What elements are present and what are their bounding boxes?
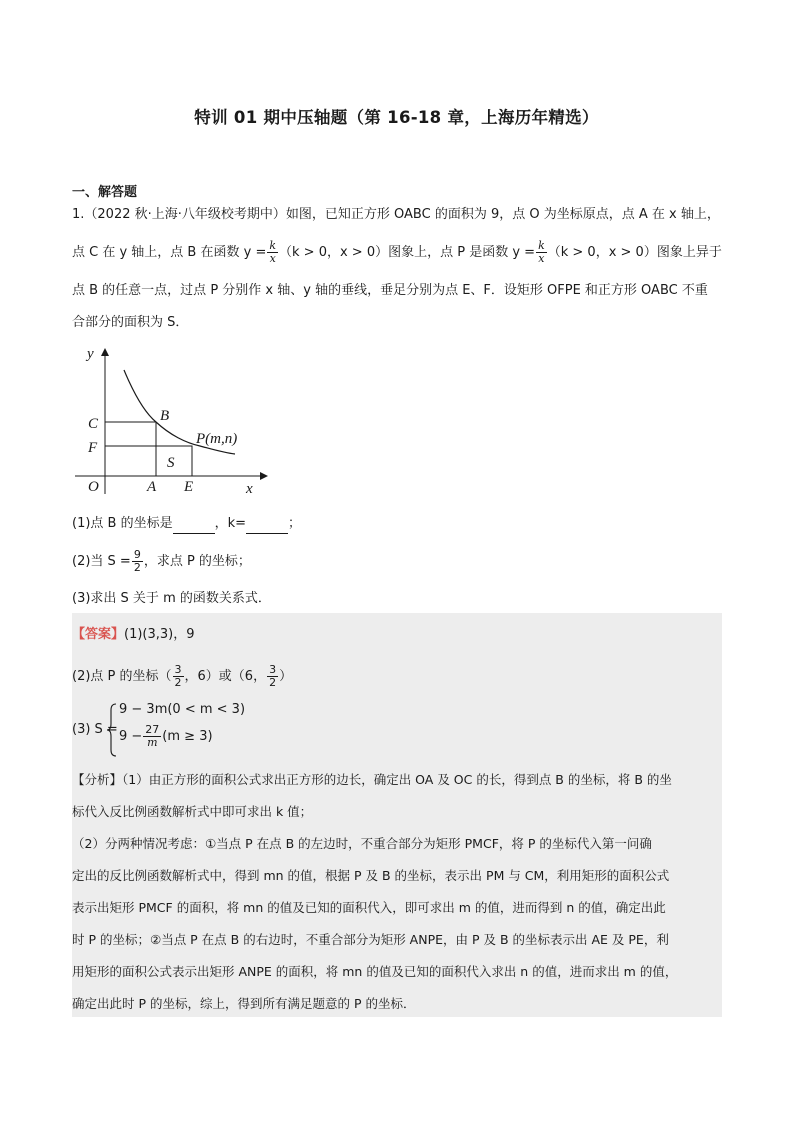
- fraction-numerator: 9: [133, 548, 141, 561]
- fraction-numerator: k: [269, 239, 277, 252]
- fraction-denominator: x: [269, 252, 276, 265]
- fraction-numerator: 27: [145, 723, 160, 736]
- label-x: x: [246, 481, 253, 497]
- answer-2-text-b: ，6）或（6，: [184, 669, 267, 684]
- question-1-text-b: ，k=: [214, 516, 247, 531]
- fraction-denominator: 2: [269, 676, 277, 689]
- fraction-numerator: k: [538, 239, 545, 252]
- case-2-text-a: 9 −: [119, 729, 143, 744]
- problem-line-2-part-b: （k > 0，x > 0）图象上，点 P 是函数 y =: [279, 245, 536, 260]
- piecewise-brace: [106, 702, 118, 758]
- label-F: F: [88, 440, 98, 456]
- y-axis-arrow: [101, 348, 109, 356]
- question-2: [72, 549, 251, 574]
- question-2-text-a: (2)当 S =: [72, 554, 131, 569]
- piecewise-case-1: 9 − 3m(0 < m < 3): [119, 702, 246, 717]
- rectangle-ofpe: [105, 446, 192, 476]
- fraction-numerator: 3: [174, 663, 182, 676]
- answer-2-text-a: (2)点 P 的坐标（: [72, 669, 172, 684]
- answer-1: (1)(3,3)，9: [124, 627, 195, 642]
- answer-line-1: [72, 625, 195, 645]
- answer-2-text-c: ）: [279, 669, 293, 684]
- analysis-line-5: 表示出矩形 PMCF 的面积，将 mn 的值及已知的面积代入，即可求出 m 的值，进而得到 n 的值，确定出此: [72, 900, 666, 915]
- analysis-line-6: 时 P 的坐标；②当点 P 在点 B 的右边时，不重合部分为矩形 ANPE，由 P 及 B 的坐标表示出 AE 及 PE，利: [72, 932, 669, 947]
- answer-blank-1[interactable]: [173, 519, 215, 534]
- problem-line-2: [72, 240, 722, 265]
- analysis-line-4: 定出的反比例函数解析式中，得到 mn 的值，根据 P 及 B 的坐标，表示出 PM 与 CM，利用矩形的面积公式: [72, 868, 670, 883]
- answer-tag: 【答案】: [72, 627, 125, 642]
- label-S: S: [167, 455, 175, 471]
- fraction-k-over-x-2: [536, 240, 547, 265]
- label-C: C: [88, 416, 99, 432]
- analysis-line-1: 【分析】（1）由正方形的面积公式求出正方形的边长，确定出 OA 及 OC 的长，得到点 B 的坐标，将 B 的坐: [72, 772, 672, 787]
- fraction-denominator: 2: [133, 561, 141, 574]
- piecewise-case-2: [119, 724, 213, 749]
- analysis-line-8: 确定出此时 P 的坐标，综上，得到所有满足题意的 P 的坐标．: [72, 996, 416, 1011]
- answer-3-prefix: (3) S =: [72, 722, 118, 737]
- case-2-text-b: (m ≥ 3): [162, 729, 213, 744]
- label-O: O: [88, 479, 99, 495]
- coordinate-graph: [70, 342, 270, 502]
- fraction-denominator: x: [538, 252, 545, 265]
- fraction-denominator: m: [147, 736, 158, 749]
- fraction-27-over-m: [143, 724, 161, 749]
- fraction-numerator: 3: [269, 663, 277, 676]
- question-1-text-a: (1)点 B 的坐标是: [72, 516, 173, 531]
- question-1: [72, 514, 301, 534]
- fraction-9-over-2: [132, 549, 143, 574]
- label-P: P(m,n): [196, 431, 238, 447]
- x-axis-arrow: [260, 472, 268, 480]
- square-oabc: [105, 422, 156, 476]
- problem-line-1: 1.（2022 秋·上海·八年级校考期中）如图，已知正方形 OABC 的面积为 9，点 O 为坐标原点，点 A 在 x 轴上，: [72, 207, 720, 222]
- label-A: A: [147, 479, 157, 495]
- problem-line-2-part-a: 点 C 在 y 轴上，点 B 在函数 y =: [72, 245, 267, 260]
- section-heading: 一、解答题: [72, 185, 138, 200]
- analysis-line-3: （2）分两种情况考虑：①当点 P 在点 B 的左边时，不重合部分为矩形 PMCF，将 P 的坐标代入第一问确: [72, 836, 652, 851]
- page-title: 特训 01 期中压轴题（第 16-18 章，上海历年精选）: [194, 108, 599, 127]
- label-B: B: [160, 408, 170, 424]
- fraction-3-over-2-b: [267, 664, 278, 689]
- label-y: y: [87, 346, 94, 362]
- problem-line-2-part-c: （k > 0，x > 0）图象上异于: [547, 245, 722, 260]
- fraction-k-over-x: [267, 240, 278, 265]
- question-2-text-b: ，求点 P 的坐标；: [143, 554, 251, 569]
- fraction-denominator: 2: [174, 676, 182, 689]
- analysis-line-7: 用矩形的面积公式表示出矩形 ANPE 的面积，将 mn 的值及已知的面积代入求出 n 的值，进而求出 m 的值，: [72, 964, 678, 979]
- label-E: E: [184, 479, 194, 495]
- problem-line-4: 合部分的面积为 S．: [72, 315, 189, 330]
- problem-line-3: 点 B 的任意一点，过点 P 分别作 x 轴、y 轴的垂线，垂足分别为点 E、F．设矩形 OFPE 和正方形 OABC 不重: [72, 283, 708, 298]
- answer-line-2: [72, 664, 292, 689]
- question-1-text-c: ；: [288, 516, 302, 531]
- analysis-line-2: 标代入反比例函数解析式中即可求出 k 值；: [72, 804, 313, 819]
- fraction-3-over-2: [173, 664, 184, 689]
- answer-blank-2[interactable]: [246, 519, 288, 534]
- question-3: (3)求出 S 关于 m 的函数关系式．: [72, 591, 271, 606]
